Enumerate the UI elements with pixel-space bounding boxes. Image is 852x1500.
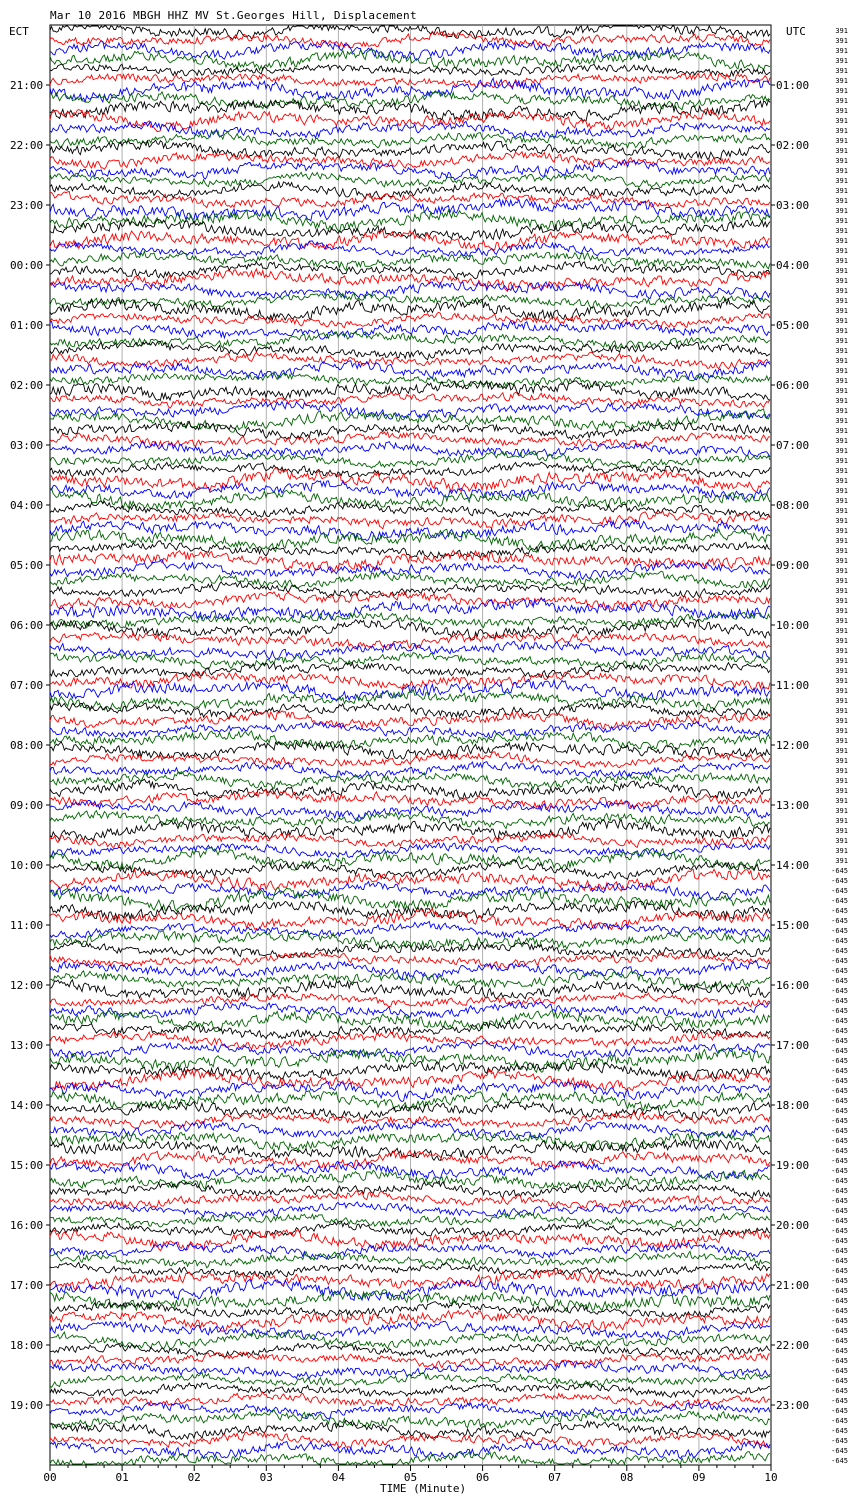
x-tick-label: 10 <box>764 1471 778 1484</box>
row-scale-label: 391 <box>835 817 848 825</box>
row-scale-label: 391 <box>835 147 848 155</box>
right-hour-label: 13:00 <box>776 799 810 812</box>
row-scale-label: -645 <box>831 1357 848 1365</box>
left-hour-label: 22:00 <box>10 139 44 152</box>
x-tick-label: 06 <box>475 1471 490 1484</box>
row-scale-label: -645 <box>831 927 848 935</box>
row-scale-label: -645 <box>831 1417 848 1425</box>
row-scale-label: -645 <box>831 1387 848 1395</box>
left-hour-label: 12:00 <box>10 979 44 992</box>
row-scale-label: -645 <box>831 1217 848 1225</box>
left-hour-label: 03:00 <box>10 439 44 452</box>
row-scale-label: -645 <box>831 1277 848 1285</box>
right-timezone-label: UTC <box>786 25 806 38</box>
x-tick-label: 07 <box>548 1471 562 1484</box>
row-scale-label: -645 <box>831 987 848 995</box>
row-scale-label: -645 <box>831 1317 848 1325</box>
row-scale-label: 391 <box>835 767 848 775</box>
row-scale-label: 391 <box>835 247 848 255</box>
right-hour-label: 21:00 <box>776 1279 810 1292</box>
row-scale-label: 391 <box>835 727 848 735</box>
row-scale-label: -645 <box>831 867 848 875</box>
row-scale-label: -645 <box>831 977 848 985</box>
left-hour-label: 19:00 <box>10 1399 44 1412</box>
x-tick-label: 05 <box>403 1471 418 1484</box>
row-scale-label: -645 <box>831 937 848 945</box>
left-hour-label: 09:00 <box>10 799 44 812</box>
row-scale-label: -645 <box>831 957 848 965</box>
row-scale-label: 391 <box>835 707 848 715</box>
row-scale-label: 391 <box>835 497 848 505</box>
row-scale-label: 391 <box>835 137 848 145</box>
row-scale-label: 391 <box>835 477 848 485</box>
row-scale-label: 391 <box>835 747 848 755</box>
row-scale-label: -645 <box>831 1037 848 1045</box>
row-scale-label: 391 <box>835 437 848 445</box>
row-scale-label: 391 <box>835 847 848 855</box>
row-scale-label: 391 <box>835 237 848 245</box>
row-scale-label: 391 <box>835 487 848 495</box>
row-scale-label: 391 <box>835 427 848 435</box>
row-scale-label: 391 <box>835 607 848 615</box>
right-hour-label: 12:00 <box>776 739 810 752</box>
left-hour-label: 08:00 <box>10 739 44 752</box>
row-scale-label: -645 <box>831 1437 848 1445</box>
row-scale-label: 391 <box>835 827 848 835</box>
row-scale-label: 391 <box>835 307 848 315</box>
row-scale-label: 391 <box>835 417 848 425</box>
row-scale-label: -645 <box>831 1047 848 1055</box>
row-scale-label: -645 <box>831 1127 848 1135</box>
row-scale-label: 391 <box>835 797 848 805</box>
x-tick-label: 09 <box>692 1471 706 1484</box>
left-hour-label: 07:00 <box>10 679 44 692</box>
row-scale-label: 391 <box>835 347 848 355</box>
row-scale-label: -645 <box>831 1197 848 1205</box>
row-scale-label: 391 <box>835 757 848 765</box>
right-hour-label: 08:00 <box>776 499 810 512</box>
row-scale-label: 391 <box>835 37 848 45</box>
left-hour-label: 11:00 <box>10 919 44 932</box>
right-hour-label: 14:00 <box>776 859 810 872</box>
x-tick-label: 03 <box>259 1471 273 1484</box>
row-scale-label: 391 <box>835 397 848 405</box>
right-hour-label: 10:00 <box>776 619 810 632</box>
row-scale-label: -645 <box>831 1427 848 1435</box>
row-scale-label: -645 <box>831 1067 848 1075</box>
row-scale-label: 391 <box>835 297 848 305</box>
left-hour-label: 06:00 <box>10 619 44 632</box>
right-hour-label: 15:00 <box>776 919 810 932</box>
row-scale-label: -645 <box>831 1327 848 1335</box>
row-scale-label: -645 <box>831 1107 848 1115</box>
row-scale-label: 391 <box>835 617 848 625</box>
row-scale-label: 391 <box>835 337 848 345</box>
right-hour-label: 23:00 <box>776 1399 810 1412</box>
right-hour-label: 20:00 <box>776 1219 810 1232</box>
row-scale-label: 391 <box>835 687 848 695</box>
row-scale-label: 391 <box>835 447 848 455</box>
row-scale-label: -645 <box>831 1007 848 1015</box>
row-scale-label: -645 <box>831 917 848 925</box>
left-hour-label: 00:00 <box>10 259 44 272</box>
right-hour-label: 04:00 <box>776 259 810 272</box>
row-scale-label: 391 <box>835 517 848 525</box>
row-scale-label: -645 <box>831 877 848 885</box>
row-scale-label: 391 <box>835 677 848 685</box>
row-scale-label: 391 <box>835 837 848 845</box>
row-scale-label: 391 <box>835 157 848 165</box>
left-hour-label: 13:00 <box>10 1039 44 1052</box>
row-scale-label: 391 <box>835 77 848 85</box>
row-scale-label: -645 <box>831 897 848 905</box>
row-scale-label: -645 <box>831 1337 848 1345</box>
row-scale-label: -645 <box>831 1167 848 1175</box>
row-scale-label: 391 <box>835 257 848 265</box>
row-scale-label: 391 <box>835 507 848 515</box>
row-scale-label: -645 <box>831 1287 848 1295</box>
row-scale-label: 391 <box>835 267 848 275</box>
row-scale-label: 391 <box>835 787 848 795</box>
chart-title: Mar 10 2016 MBGH HHZ MV St.Georges Hill, Displacement <box>50 9 417 22</box>
row-scale-label: 391 <box>835 567 848 575</box>
row-scale-label: 391 <box>835 127 848 135</box>
right-hour-label: 01:00 <box>776 79 810 92</box>
row-scale-label: -645 <box>831 1057 848 1065</box>
row-scale-label: 391 <box>835 327 848 335</box>
right-hour-label: 02:00 <box>776 139 810 152</box>
row-scale-label: -645 <box>831 1177 848 1185</box>
right-hour-label: 19:00 <box>776 1159 810 1172</box>
row-scale-label: -645 <box>831 1307 848 1315</box>
row-scale-label: -645 <box>831 1237 848 1245</box>
row-scale-label: 391 <box>835 467 848 475</box>
row-scale-label: 391 <box>835 317 848 325</box>
right-hour-label: 11:00 <box>776 679 810 692</box>
right-hour-label: 05:00 <box>776 319 810 332</box>
row-scale-label: -645 <box>831 1087 848 1095</box>
row-scale-label: -645 <box>831 1257 848 1265</box>
row-scale-label: -645 <box>831 1097 848 1105</box>
row-scale-label: 391 <box>835 117 848 125</box>
row-scale-label: -645 <box>831 967 848 975</box>
left-hour-label: 14:00 <box>10 1099 44 1112</box>
row-scale-label: -645 <box>831 1367 848 1375</box>
row-scale-label: -645 <box>831 1027 848 1035</box>
row-scale-label: -645 <box>831 997 848 1005</box>
left-hour-label: 05:00 <box>10 559 44 572</box>
row-scale-label: 391 <box>835 287 848 295</box>
left-hour-label: 18:00 <box>10 1339 44 1352</box>
x-tick-label: 00 <box>43 1471 57 1484</box>
row-scale-label: 391 <box>835 587 848 595</box>
x-tick-label: 08 <box>620 1471 634 1484</box>
left-hour-label: 21:00 <box>10 79 44 92</box>
row-scale-label: -645 <box>831 1447 848 1455</box>
row-scale-label: -645 <box>831 1147 848 1155</box>
left-hour-label: 04:00 <box>10 499 44 512</box>
x-axis-label: TIME (Minute) <box>380 1482 467 1495</box>
left-hour-label: 15:00 <box>10 1159 44 1172</box>
row-scale-label: -645 <box>831 1207 848 1215</box>
row-scale-label: 391 <box>835 197 848 205</box>
row-scale-label: 391 <box>835 577 848 585</box>
row-scale-label: -645 <box>831 1407 848 1415</box>
row-scale-label: 391 <box>835 697 848 705</box>
right-hour-label: 16:00 <box>776 979 810 992</box>
row-scale-label: 391 <box>835 737 848 745</box>
row-scale-label: 391 <box>835 277 848 285</box>
row-scale-label: -645 <box>831 1157 848 1165</box>
row-scale-label: 391 <box>835 387 848 395</box>
row-scale-label: 391 <box>835 357 848 365</box>
row-scale-label: -645 <box>831 1397 848 1405</box>
left-timezone-label: ECT <box>9 25 29 38</box>
row-scale-label: 391 <box>835 537 848 545</box>
row-scale-label: -645 <box>831 1077 848 1085</box>
row-scale-label: -645 <box>831 1017 848 1025</box>
right-hour-label: 07:00 <box>776 439 810 452</box>
row-scale-label: -645 <box>831 1187 848 1195</box>
row-scale-label: 391 <box>835 207 848 215</box>
row-scale-label: 391 <box>835 657 848 665</box>
row-scale-label: -645 <box>831 1267 848 1275</box>
row-scale-label: -645 <box>831 1297 848 1305</box>
right-hour-label: 06:00 <box>776 379 810 392</box>
row-scale-label: -645 <box>831 1137 848 1145</box>
row-scale-label: -645 <box>831 1457 848 1465</box>
row-scale-label: 391 <box>835 177 848 185</box>
row-scale-label: 391 <box>835 67 848 75</box>
row-scale-label: 391 <box>835 627 848 635</box>
row-scale-label: 391 <box>835 527 848 535</box>
row-scale-label: 391 <box>835 597 848 605</box>
row-scale-label: 391 <box>835 87 848 95</box>
row-scale-label: 391 <box>835 637 848 645</box>
row-scale-label: 391 <box>835 57 848 65</box>
row-scale-label: 391 <box>835 47 848 55</box>
row-scale-label: 391 <box>835 217 848 225</box>
row-scale-label: -645 <box>831 1247 848 1255</box>
row-scale-label: 391 <box>835 167 848 175</box>
row-scale-label: 391 <box>835 27 848 35</box>
x-tick-label: 04 <box>331 1471 346 1484</box>
left-hour-label: 23:00 <box>10 199 44 212</box>
row-scale-label: 391 <box>835 777 848 785</box>
row-scale-label: -645 <box>831 887 848 895</box>
row-scale-label: -645 <box>831 1377 848 1385</box>
row-scale-label: 391 <box>835 97 848 105</box>
row-scale-label: 391 <box>835 667 848 675</box>
row-scale-label: 391 <box>835 107 848 115</box>
x-tick-label: 02 <box>187 1471 201 1484</box>
left-hour-label: 17:00 <box>10 1279 44 1292</box>
row-scale-label: 391 <box>835 547 848 555</box>
row-scale-label: 391 <box>835 557 848 565</box>
x-tick-label: 01 <box>115 1471 129 1484</box>
left-hour-label: 16:00 <box>10 1219 44 1232</box>
row-scale-label: -645 <box>831 1227 848 1235</box>
row-scale-label: 391 <box>835 377 848 385</box>
row-scale-label: -645 <box>831 1347 848 1355</box>
row-scale-label: 391 <box>835 187 848 195</box>
row-scale-label: 391 <box>835 457 848 465</box>
row-scale-label: -645 <box>831 947 848 955</box>
left-hour-label: 02:00 <box>10 379 44 392</box>
row-scale-label: 391 <box>835 227 848 235</box>
row-scale-label: 391 <box>835 717 848 725</box>
row-scale-label: 391 <box>835 647 848 655</box>
row-scale-label: 391 <box>835 407 848 415</box>
left-hour-label: 10:00 <box>10 859 44 872</box>
row-scale-label: -645 <box>831 907 848 915</box>
row-scale-label: -645 <box>831 1117 848 1125</box>
right-hour-label: 09:00 <box>776 559 810 572</box>
left-hour-label: 01:00 <box>10 319 44 332</box>
right-hour-label: 03:00 <box>776 199 810 212</box>
row-scale-label: 391 <box>835 857 848 865</box>
right-hour-label: 22:00 <box>776 1339 810 1352</box>
row-scale-label: 391 <box>835 367 848 375</box>
row-scale-label: 391 <box>835 807 848 815</box>
right-hour-label: 18:00 <box>776 1099 810 1112</box>
right-hour-label: 17:00 <box>776 1039 810 1052</box>
